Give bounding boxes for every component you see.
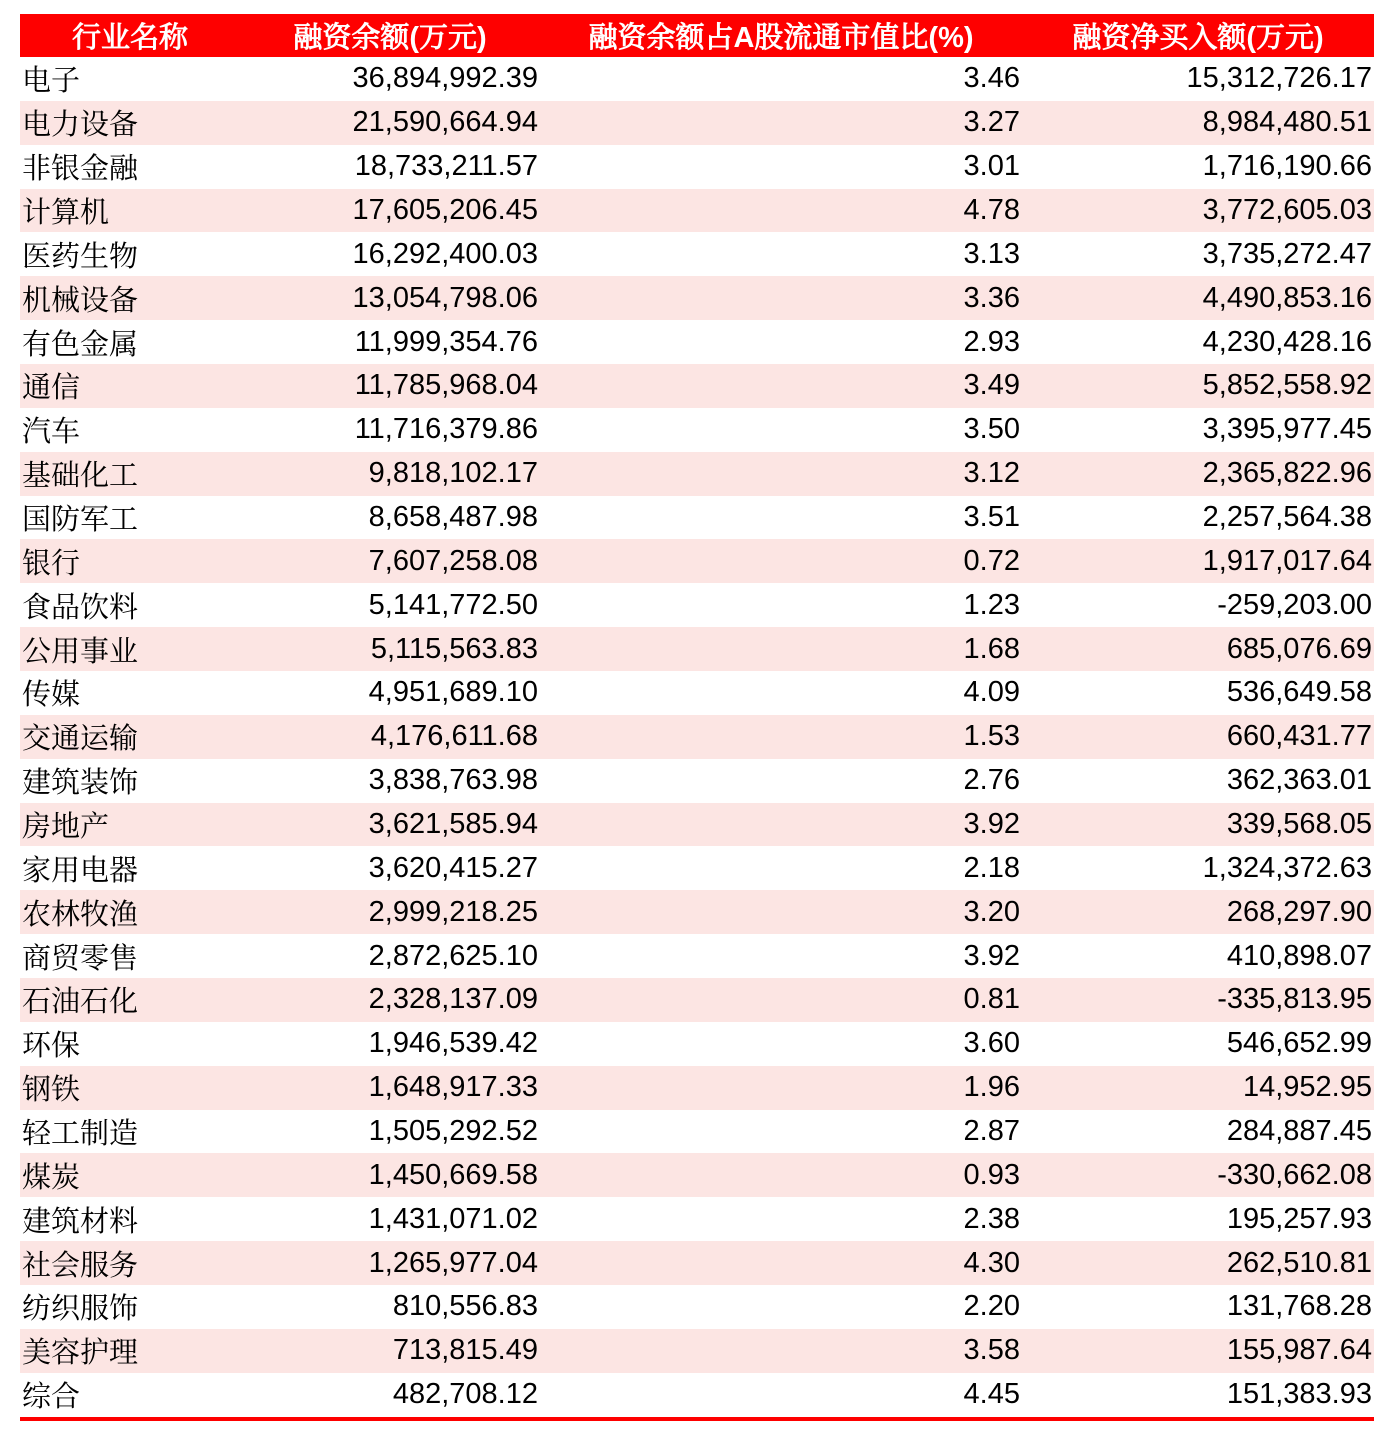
table-row (20, 1329, 1374, 1373)
cell-ratio: 1.23 (963, 588, 1020, 621)
cell-ratio: 1.53 (963, 720, 1020, 753)
cell-financing-balance: 482,708.12 (392, 1378, 538, 1411)
cell-financing-balance: 2,872,625.10 (368, 939, 538, 972)
cell-net-buy: -335,813.95 (1217, 983, 1372, 1016)
col-header-financing-balance: 融资余额(万元) (240, 14, 540, 57)
cell-industry-name: 社会服务 (22, 1249, 139, 1282)
table-row (20, 145, 1374, 189)
cell-net-buy: 1,716,190.66 (1202, 150, 1372, 183)
table-row (20, 1066, 1374, 1110)
table-row (20, 846, 1374, 890)
cell-industry-name: 钢铁 (22, 1074, 81, 1107)
cell-industry-name: 煤炭 (22, 1161, 81, 1194)
cell-net-buy: -259,203.00 (1217, 588, 1372, 621)
cell-ratio: 2.76 (963, 764, 1020, 797)
cell-ratio: 3.20 (963, 895, 1020, 928)
cell-ratio: 0.72 (963, 544, 1020, 577)
cell-net-buy: 362,363.01 (1226, 764, 1372, 797)
cell-net-buy: -330,662.08 (1217, 1158, 1372, 1191)
table-row (20, 57, 1374, 101)
cell-ratio: 3.46 (963, 62, 1020, 95)
cell-ratio: 3.50 (963, 413, 1020, 446)
cell-ratio: 3.49 (963, 369, 1020, 402)
cell-net-buy: 15,312,726.17 (1186, 62, 1372, 95)
cell-net-buy: 262,510.81 (1226, 1246, 1372, 1279)
table-row (20, 890, 1374, 934)
cell-net-buy: 1,917,017.64 (1202, 544, 1372, 577)
cell-financing-balance: 18,733,211.57 (354, 150, 538, 183)
cell-ratio: 2.87 (963, 1115, 1020, 1148)
cell-ratio: 3.51 (963, 501, 1020, 534)
cell-ratio: 4.09 (963, 676, 1020, 709)
cell-financing-balance: 3,621,585.94 (368, 808, 538, 841)
table-row (20, 1197, 1374, 1241)
cell-ratio: 2.20 (963, 1290, 1020, 1323)
table-row (20, 1373, 1374, 1417)
cell-financing-balance: 17,605,206.45 (352, 194, 538, 226)
cell-industry-name: 轻工制造 (22, 1118, 139, 1151)
table-row (20, 978, 1374, 1022)
cell-net-buy: 195,257.93 (1226, 1202, 1372, 1235)
table-row (20, 408, 1374, 452)
table-row (20, 583, 1374, 627)
table-row (20, 1110, 1374, 1154)
cell-net-buy: 2,257,564.38 (1202, 501, 1372, 534)
table-row (20, 101, 1374, 145)
cell-financing-balance: 4,176,611.68 (370, 720, 538, 753)
cell-financing-balance: 1,265,977.04 (368, 1246, 538, 1279)
cell-net-buy: 151,383.93 (1226, 1378, 1372, 1411)
cell-financing-balance: 9,818,102.17 (368, 457, 538, 490)
table-row (20, 934, 1374, 978)
cell-net-buy: 339,568.05 (1226, 808, 1372, 841)
cell-ratio: 1.68 (963, 632, 1020, 665)
table-row (20, 1241, 1374, 1285)
cell-financing-balance: 4,951,689.10 (368, 676, 538, 709)
cell-net-buy: 4,490,853.16 (1202, 281, 1372, 314)
cell-financing-balance: 1,505,292.52 (368, 1115, 538, 1148)
cell-industry-name: 基础化工 (22, 460, 139, 493)
table-row (20, 496, 1374, 540)
cell-ratio: 1.96 (963, 1071, 1020, 1104)
table-row (20, 803, 1374, 847)
cell-industry-name: 建筑材料 (22, 1205, 139, 1238)
cell-ratio: 3.58 (963, 1334, 1020, 1367)
cell-financing-balance: 11,999,354.76 (354, 325, 538, 358)
cell-ratio: 3.12 (963, 457, 1020, 490)
col-header-industry-name: 行业名称 (20, 14, 240, 57)
cell-industry-name: 美容护理 (22, 1337, 139, 1370)
cell-industry-name: 环保 (22, 1030, 81, 1063)
cell-financing-balance: 8,658,487.98 (368, 501, 538, 534)
cell-financing-balance: 11,785,968.04 (354, 369, 538, 402)
cell-net-buy: 3,772,605.03 (1202, 194, 1372, 226)
cell-industry-name: 通信 (22, 372, 81, 405)
cell-ratio: 3.13 (963, 237, 1020, 270)
cell-financing-balance: 11,716,379.86 (354, 413, 538, 446)
cell-industry-name: 综合 (22, 1381, 81, 1414)
cell-industry-name: 公用事业 (22, 635, 139, 668)
cell-financing-balance: 1,648,917.33 (368, 1071, 538, 1104)
table-row (20, 715, 1374, 759)
cell-industry-name: 银行 (22, 547, 81, 580)
cell-industry-name: 电子 (22, 65, 81, 98)
cell-financing-balance: 3,620,415.27 (368, 851, 538, 884)
table-row (20, 1285, 1374, 1329)
cell-net-buy: 410,898.07 (1226, 939, 1372, 972)
cell-financing-balance: 2,328,137.09 (368, 983, 538, 1016)
cell-financing-balance: 3,838,763.98 (368, 764, 538, 797)
cell-industry-name: 纺织服饰 (22, 1293, 139, 1326)
table-row (20, 1153, 1374, 1197)
cell-net-buy: 3,735,272.47 (1202, 237, 1372, 270)
cell-net-buy: 685,076.69 (1226, 632, 1372, 665)
cell-ratio: 3.92 (963, 939, 1020, 972)
header-row (20, 14, 1374, 57)
cell-net-buy: 5,852,558.92 (1202, 369, 1372, 402)
cell-net-buy: 4,230,428.16 (1202, 325, 1372, 358)
cell-industry-name: 有色金属 (22, 328, 139, 361)
cell-industry-name: 机械设备 (22, 284, 139, 317)
cell-industry-name: 非银金融 (22, 153, 139, 186)
table-row (20, 627, 1374, 671)
data-table (20, 14, 1374, 1417)
cell-financing-balance: 810,556.83 (392, 1290, 538, 1323)
cell-ratio: 4.78 (963, 194, 1020, 226)
cell-ratio: 4.30 (963, 1246, 1020, 1279)
cell-financing-balance: 5,115,563.83 (370, 632, 538, 665)
industry-financing-table (20, 14, 1374, 1421)
cell-financing-balance: 1,431,071.02 (368, 1202, 538, 1235)
cell-industry-name: 农林牧渔 (22, 898, 139, 931)
cell-net-buy: 3,395,977.45 (1202, 413, 1372, 446)
cell-ratio: 2.93 (963, 325, 1020, 358)
cell-ratio: 3.27 (963, 106, 1020, 139)
cell-ratio: 0.81 (963, 983, 1020, 1016)
table-row (20, 320, 1374, 364)
cell-financing-balance: 7,607,258.08 (368, 544, 538, 577)
table-row (20, 452, 1374, 496)
cell-industry-name: 食品饮料 (22, 591, 139, 624)
bottom-rule (20, 1417, 1374, 1421)
cell-ratio: 2.18 (963, 851, 1020, 884)
cell-financing-balance: 2,999,218.25 (368, 895, 538, 928)
table-row (20, 539, 1374, 583)
cell-financing-balance: 713,815.49 (392, 1334, 538, 1367)
table-row (20, 189, 1374, 233)
cell-net-buy: 8,984,480.51 (1202, 106, 1372, 139)
cell-ratio: 2.38 (963, 1202, 1020, 1235)
table-row (20, 1022, 1374, 1066)
cell-industry-name: 汽车 (22, 416, 81, 449)
cell-industry-name: 石油石化 (22, 986, 139, 1019)
col-header-balance-to-market-cap-ratio: 融资余额占A股流通市值比(%) (540, 14, 1022, 57)
cell-ratio: 4.45 (963, 1378, 1020, 1411)
cell-ratio: 3.60 (963, 1027, 1020, 1060)
table-row (20, 671, 1374, 715)
cell-industry-name: 电力设备 (22, 109, 139, 142)
cell-ratio: 3.92 (963, 808, 1020, 841)
cell-industry-name: 建筑装饰 (22, 767, 139, 800)
cell-ratio: 3.36 (963, 281, 1020, 314)
cell-net-buy: 546,652.99 (1226, 1027, 1372, 1060)
cell-net-buy: 284,887.45 (1226, 1115, 1372, 1148)
table-row (20, 276, 1374, 320)
cell-net-buy: 536,649.58 (1226, 676, 1372, 709)
cell-financing-balance: 13,054,798.06 (352, 281, 538, 314)
cell-net-buy: 155,987.64 (1226, 1334, 1372, 1367)
table-row (20, 232, 1374, 276)
cell-net-buy: 14,952.95 (1242, 1071, 1372, 1104)
cell-net-buy: 2,365,822.96 (1202, 457, 1372, 490)
cell-ratio: 3.01 (963, 150, 1020, 183)
cell-financing-balance: 16,292,400.03 (352, 237, 538, 270)
cell-industry-name: 房地产 (22, 811, 110, 844)
cell-industry-name: 商贸零售 (22, 942, 139, 975)
cell-net-buy: 1,324,372.63 (1202, 851, 1372, 884)
cell-financing-balance: 5,141,772.50 (368, 588, 538, 621)
cell-industry-name: 交通运输 (22, 723, 139, 756)
cell-financing-balance: 21,590,664.94 (352, 106, 538, 139)
cell-net-buy: 131,768.28 (1226, 1290, 1372, 1323)
cell-industry-name: 国防军工 (22, 504, 139, 537)
cell-net-buy: 660,431.77 (1226, 720, 1372, 753)
cell-net-buy: 268,297.90 (1226, 895, 1372, 928)
table-body (20, 57, 1374, 1417)
table-row (20, 364, 1374, 408)
cell-ratio: 0.93 (963, 1158, 1020, 1191)
col-header-net-buy-amount: 融资净买入额(万元) (1022, 14, 1374, 57)
cell-industry-name: 医药生物 (22, 240, 139, 273)
cell-industry-name: 家用电器 (22, 854, 139, 887)
cell-financing-balance: 36,894,992.39 (352, 62, 538, 95)
cell-financing-balance: 1,450,669.58 (368, 1158, 538, 1191)
table-row (20, 759, 1374, 803)
cell-financing-balance: 1,946,539.42 (368, 1027, 538, 1060)
cell-industry-name: 传媒 (22, 679, 81, 712)
cell-industry-name: 计算机 (22, 197, 110, 229)
